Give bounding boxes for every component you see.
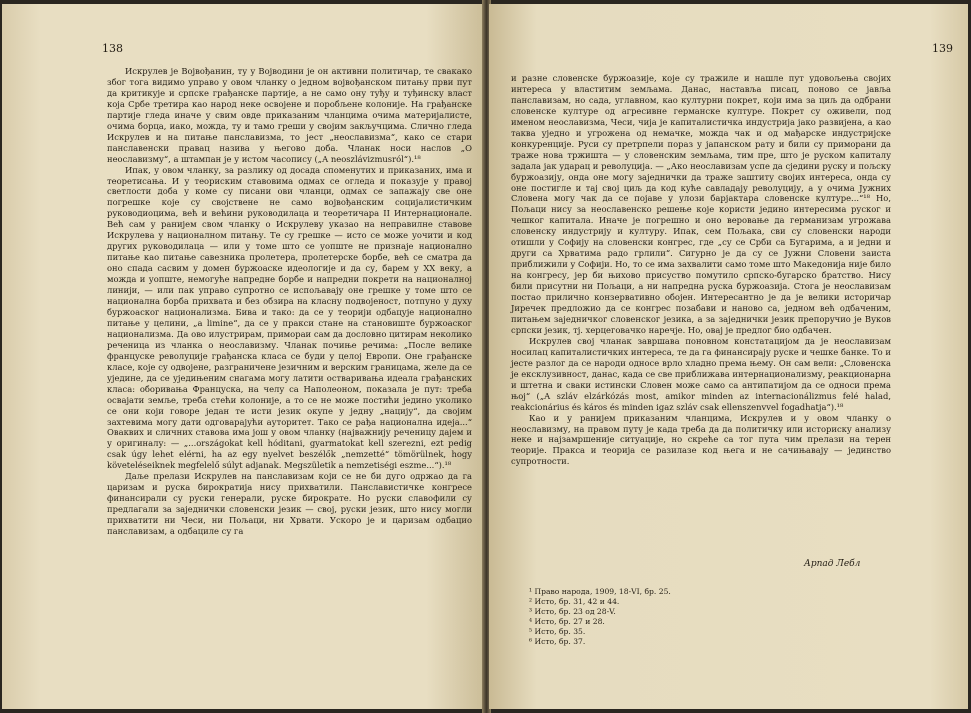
footnote: ⁶ Исто, бр. 37. [529,637,586,646]
paragraph: Искрулев свој чланак завршава поновном констатацијом да је неославизам носилац капиталистичких интереса, те да га финансирају руске и чешке банке. То и јесте разлог да се народи односе врло хладно према њему. Он сам вели: „Словенска је ексклузивност, данас, када се све приближава интернационализму, реакционарна и штетна и сваки истински Словен може само са антипатијом да се односи према њој“ („A szláv elzárkózás most, amikor minden az internacionálizmus felé halad, reakcionárius és káros és minden igaz szláv csak ellenszenvvel fogadhatja“).¹⁸ [511,335,891,412]
page-number-right: 139 [932,42,953,55]
footnote: ¹ Право народа, 1909, 18-VI, бр. 25. [529,587,671,596]
right-page [489,4,968,709]
footnote: ⁵ Исто, бр. 35. [529,627,586,636]
paragraph: Као и у ранијем приказаним чланцима, Искрулев и у овом чланку о неославизму, на правом путу је када треба да да политичку или историску анализу неке и најзамршеније ситуације, но скреће са тог пута чим прелази на терен теорије. Пракса и теорија се разилазе код њега и не сачињавају — јединство супротности. [511,412,891,467]
paragraph: Искрулев је Војвођанин, ту у Војводини је он активни политичар, те свакако због тога видимо управо у овом чланку о једном војвођанском питању први пут да критикује и српске грађанске партије, а не само ону туђу и туђинску власт која Србе третира као народ неке освојене и поробљене колоније. На грађанске партије гледа иначе у свим овде приказаним чланцима очима материјалисте, очима борца, иако, можда, ту и тамо греши у својим закључцима. Слично гледа Искрулев и на питање панславизма, то јест „неославизма“, како се стари панславенски правац назива у његово доба. Чланак носи наслов „О неославизму“, а штампан је у истом часопису („A neoszlávizmusról“).¹⁸ [107,66,472,164]
page-number-left: 138 [102,42,123,55]
paragraph: Ипак, у овом чланку, за разлику од досада споменутих и приказаних, има и теоретисања. И у теориским ставовима одмах се огледа и показује у правој светлости доба у коме су писани ови чланци, одмах се запажају све оне погрешке које су својствене не само војвођанским социјалистичким руководиоцима, већ и већини руководилаца и теоретичара II Интернационале. Већ сам у ранијем свом чланку о Искрулеву указао на неправилне ставове Искрулева у националном питању. Те су грешке — исто се може уочити и код других руководилаца — или у томе што се уопште не признаје национално питање као питање савезника пролетера, пролетерске борбе, већ се сматра да оно спада сасвим у домен буржоаске идеологије и да су, барем у XX веку, а можда и уопште, немогуће напредне борбе и напредни покрети на националној линији, — или пак управо супротно се испољавају оне грешке у томе што се национална борба прихвата и без обзира на класну подвојеност, потпуно у духу буржоаског национализма. Бива и тако: да се у теорији одбацује национално питање у целини, „a limine“, да се у пракси стане на становиште буржоаског национализма. Да ово илустрирам, примораи сам да дословно цитирам неколико реченица из чланка о неославизму. Чланак почиње речима: „После велике француске револуције грађанска класа се буди у целој Европи. Оне грађанске класе, које су одвојене, разграничене језичним и верским границама, желе да се уједине, да се уједињеним снагама могу латити остваривања идеала грађанских класа: оборивања Француска, на челу са Наполеоном, показала је пут: треба освајати земље, треба стећи колоније, а то се не може постићи једино уколико се они који говоре један те исти језик окупе у једну „нацију“, да својим захтевима могу дати одговарајући ауторитет. Тако се рађа национална идеја...“ Оваквих и сличних ставова има још у овом чланку (најважнију реченицу дајем и у оригиналу: — „...országokat kell hóditani, gyarmatokat kell szerezni, ezt pedig csak úgy lehet elérni, ha az egy nyelvet beszélők „nemzetté“ tömörülnek, hogy követeléseiknek megfelelő súlyt adjanak. Megszületik a nemzetiségi eszme...“).¹⁸ [107,164,472,471]
author-signature: Арпад Лебл [804,559,861,569]
right-page-body [511,73,891,467]
paragraph: и разне словенске буржоазије, које су тражиле и нашле пут удовољења својих интереса у властитим земљама. Данас, наставља писац, поново се јавља панславизам, но сада, углавном, као културни покрет, који има за циљ да одбрани словенске културе од агресивне германске културе. Покрет су оживели, под именом неославизма, Чеси, чија је капиталистичка индустрија јако развијена, а као таква уједно и угрожена од немачке, можда чак и од мађарске индустријске конкуренције. Руси су претрпели пораз у јапанском рату и били су приморани да траже нова тржишта — у словенским земљама, тим пре, што је руском капиталу задала јак ударац и револуција. — „Ако неославизам успе да сједини руску и пољску буржоазију, онда оне могу заједнички да траже заштиту својих интереса, онда су оне постигле и тај свој циљ да код куће савладају револуцију, а у очима Јужних Словена могу чак да се појаве у улози барјактара словенске културе...“¹⁸ Но, Пољаци нису за неославенско решење које користи једино интересима руског и чешког капитала. Иначе је погрешно и оно веровање да германизам угрожава словенску индустрију и културу. Ипак, сем Пољака, сви су словенски народи отишли у Софију на словенски конгрес, где „су се Срби са Бугарима, а и једни и други са Хрватима радо грлили“. Сигурно је да су се Јужни Словени заиста приближили у Софији. Но, то се има захвалити само томе што Македонија није било на конгресу, јер би њихово присуство помутило српско-бугарско братство. Нису били присутни ни Пољаци, а ни напредна руска буржоазија. Стога је неославизам постао прилично конзервативно обојен. Интересантно је да је велики историчар Јиречек предложио да се конгрес позабави и наново са, једном већ одбаченим, питањем заједничког словенског језика, а за заједнички језик препоручио је Вуков српски језик, тј. херцеговачко наречје. Но, овај је предлог био одбачен. [511,73,891,335]
footnote: ² Исто, бр. 31, 42 и 44. [529,597,620,606]
footnote: ³ Исто, бр. 23 од 28-V. [529,607,616,616]
footnotes [529,587,671,647]
paragraph: Даље прелази Искрулев на панславизам који се не би дуго одржао да га царизам и руска бирократија нису прихватили. Панславистичке конгресе финансирали су руски генерали, руске бирократе. Но руски славофили су предлагали за заједнички словенски језик — свој, руски језик, што нису могли прихватити ни Чеси, ни Пољаци, ни Хрвати. Ускоро је и царизам одбацио панславизам, а одбациле су га [107,471,472,537]
footnote: ⁴ Исто, бр. 27 и 28. [529,617,605,626]
left-page-body [107,66,472,537]
left-page [2,4,484,709]
